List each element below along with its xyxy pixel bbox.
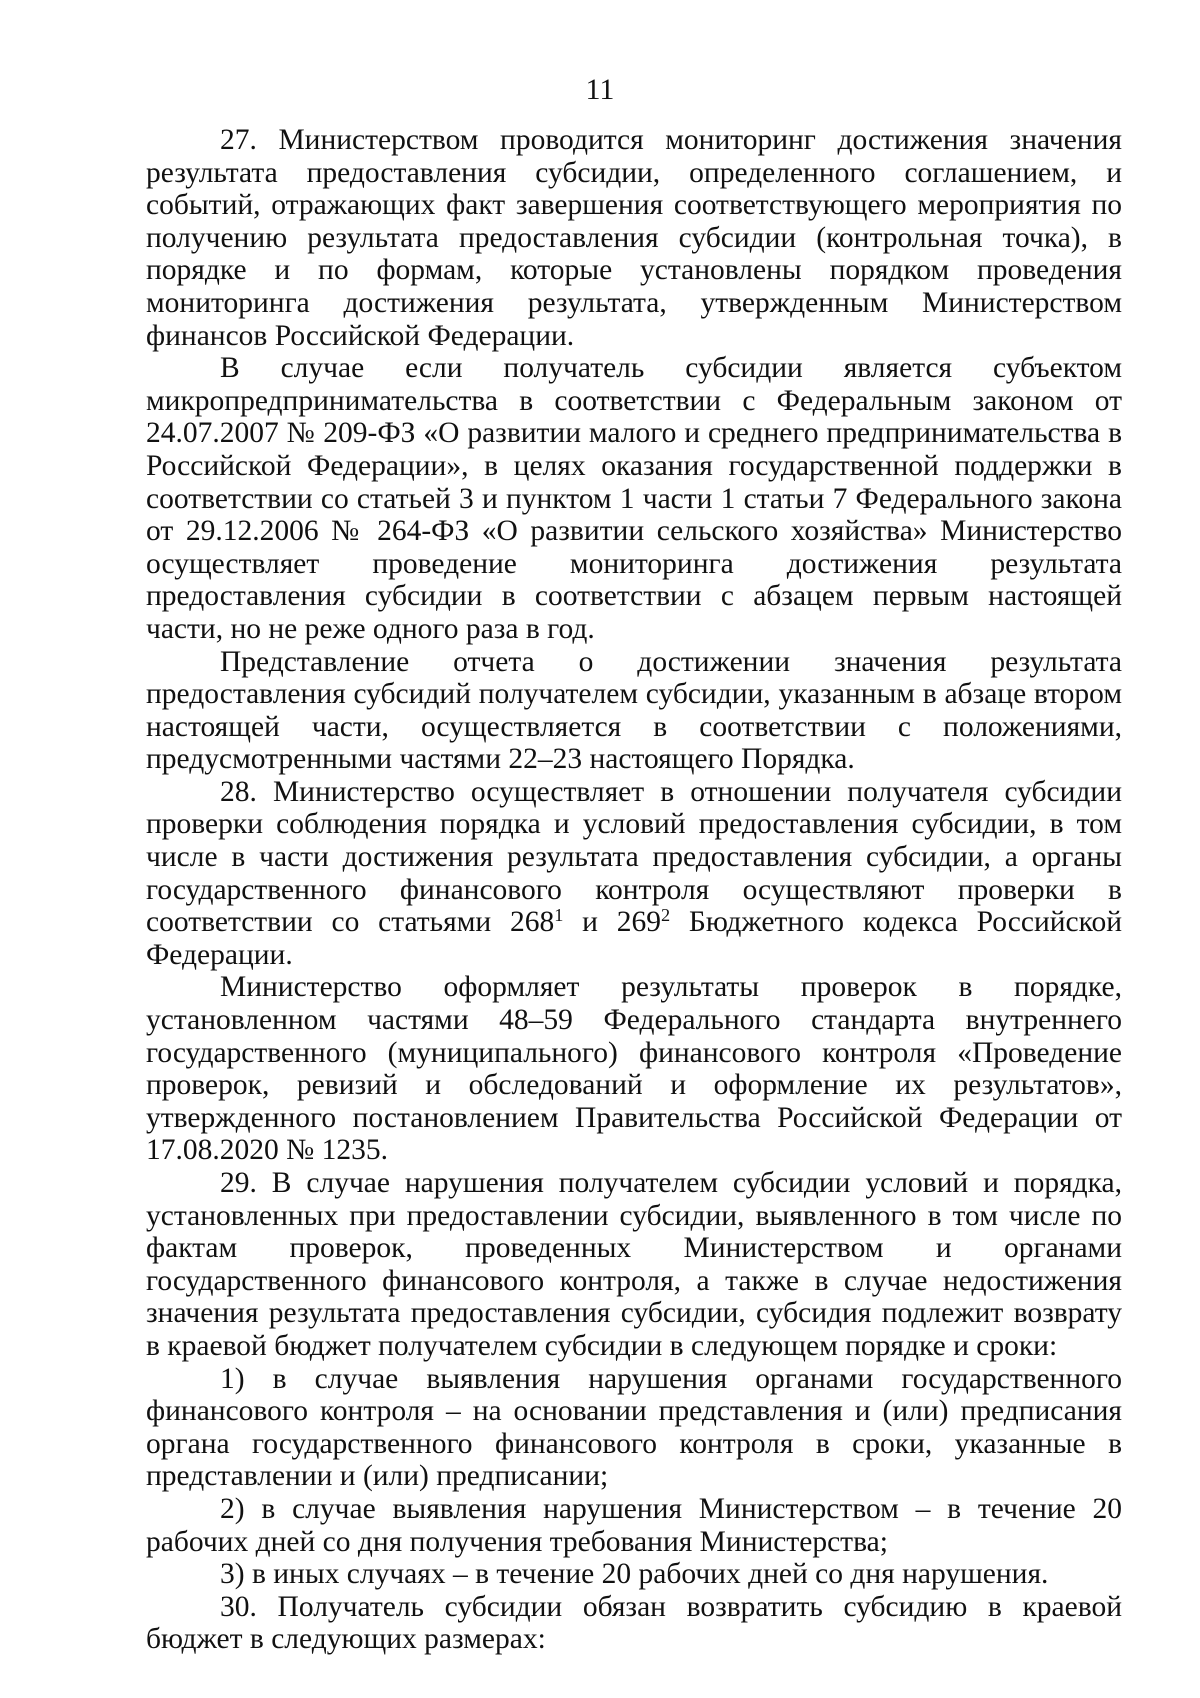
paragraph: [146, 1363, 1122, 1493]
paragraph-text: Бюджетного кодекса Российской Федерации.: [146, 906, 1123, 971]
paragraph: [146, 1167, 1122, 1363]
paragraph-text: Министерство оформляет результаты проверок в порядке, установленном частями 48–59 Федерального стандарта внутреннего государственного (муниципального) финансового контроля «Проведение проверок, ревизий и обследований и оформление их результатов», утвержденного постановлением Правительства Российской Федерации от 17.08.2020 № 1235.: [146, 971, 1122, 1167]
paragraph-text: и 269: [563, 906, 661, 939]
paragraph: [146, 352, 1122, 645]
paragraph-text: 30. Получатель субсидии обязан возвратить субсидию в краевой бюджет в следующих размерах:: [146, 1590, 1122, 1656]
paragraph: [146, 971, 1122, 1167]
paragraph-text: 29. В случае нарушения получателем субсидии условий и порядка, установленных при предоставлении субсидии, выявленного в том числе по фактам проверок, проведенных Министерством и органами государственного финансового контроля, а также в случае недостижения значения результата предоставления субсидии, субсидия подлежит возврату в краевой бюджет получателем субсидии в следующем порядке и сроки:: [146, 1167, 1122, 1362]
paragraph-text: 28. Министерство осуществляет в отношении получателя субсидии проверки соблюдения порядка и условий предоставления субсидии, в том числе в части достижения результата предоставления субсидии, а органы государственного финансового контроля осуществляют проверки в соответствии со статьями 268: [146, 775, 1122, 939]
document-body: [146, 124, 1122, 1656]
page-number: 11: [585, 73, 615, 106]
superscript: 2: [661, 905, 671, 926]
superscript: 1: [554, 905, 564, 926]
paragraph: [146, 776, 1122, 972]
paragraph-text: 27. Министерством проводится мониторинг достижения значения результата предоставления субсидии, определенного соглашением, и событий, отражающих факт завершения соответствующего мероприятия по получению результата предоставления субсидии (контрольная точка), в порядке и по формам, которые установлены порядком проведения мониторинга достижения результата, утвержденным Министерством финансов Российской Федерации.: [146, 124, 1122, 352]
paragraph: [146, 1591, 1122, 1656]
paragraph: [146, 1558, 1122, 1591]
paragraph: [146, 646, 1122, 776]
paragraph-text: 2) в случае выявления нарушения Министерством – в течение 20 рабочих дней со дня получения требования Министерства;: [146, 1492, 1122, 1558]
paragraph: [146, 1493, 1122, 1558]
paragraph-text: 1) в случае выявления нарушения органами государственного финансового контроля – на основании представления и (или) предписания органа государственного финансового контроля в сроки, указанные в представлении и (или) предписании;: [146, 1362, 1122, 1493]
paragraph-text: В случае если получатель субсидии является субъектом микропредпринимательства в соответствии с Федеральным законом от 24.07.2007 № 209-ФЗ «О развитии малого и среднего предпринимательства в Российской Федерации», в целях оказания государственной поддержки в соответствии со статьей 3 и пунктом 1 части 1 статьи 7 Федерального закона от 29.12.2006 № 264-ФЗ «О развитии сельского хозяйства» Министерство осуществляет проведение мониторинга достижения результата предоставления субсидии в соответствии с абзацем первым настоящей части, но не реже одного раза в год.: [146, 352, 1122, 645]
paragraph-text: Представление отчета о достижении значения результата предоставления субсидий получателем субсидии, указанным в абзаце втором настоящей части, осуществляется в соответствии с положениями, предусмотренными частями 22–23 настоящего Порядка.: [146, 645, 1122, 776]
paragraph-text: 3) в иных случаях – в течение 20 рабочих дней со дня нарушения.: [220, 1558, 1049, 1591]
paragraph: [146, 124, 1122, 352]
